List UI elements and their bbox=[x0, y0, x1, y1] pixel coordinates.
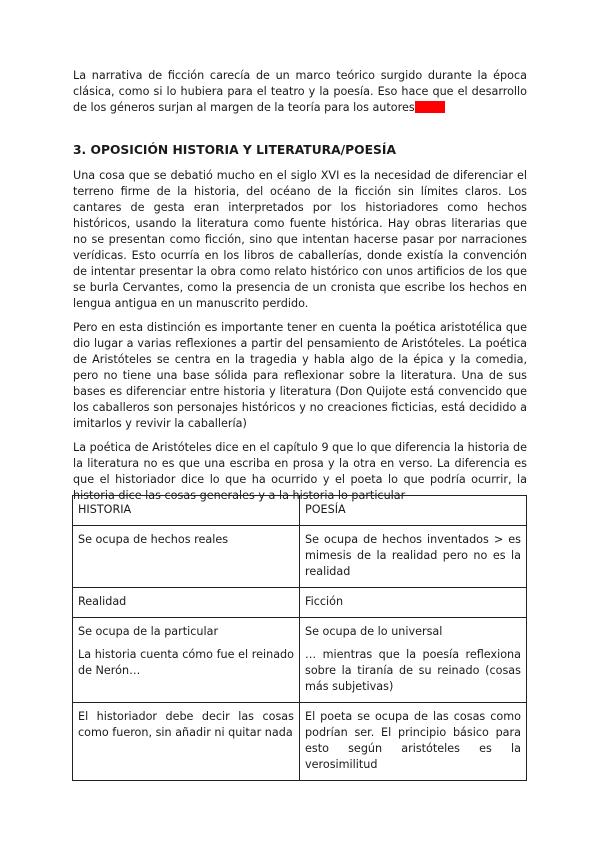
table-header-row bbox=[73, 496, 527, 526]
comparison-table bbox=[72, 495, 527, 781]
table-cell: Realidad bbox=[73, 588, 300, 618]
table-row bbox=[73, 526, 527, 588]
table-cell: El historiador debe decir las cosas como fueron, sin añadir ni quitar nada bbox=[73, 703, 300, 781]
cell-subtext: La historia cuenta cómo fue el reinado de Nerón… bbox=[78, 648, 294, 677]
intro-paragraph bbox=[73, 68, 527, 116]
table-row bbox=[73, 588, 527, 618]
cell-text: Se ocupa de lo universal bbox=[305, 625, 443, 638]
cell-subtext: … mientras que la poesía reflexiona sobre la tiranía de su reinado (cosas más subjetivas) bbox=[305, 648, 521, 693]
cell-text: Se ocupa de la particular bbox=[78, 625, 219, 638]
intro-text: La narrativa de ficción carecía de un marco teórico surgido durante la época clásica, como si lo hubiera para el teatro y la poesía. Eso hace que el desarrollo de los géneros surjan al margen de la teoría para los autores bbox=[73, 69, 527, 114]
body-paragraph-3: La poética de Aristóteles dice en el capítulo 9 que lo que diferencia la historia de la literatura no es que una escriba en prosa y la otra en verso. La diferencia es que el historiador dice lo que ha ocurrido y el poeta lo que podría ocurrir, la historia dice las cosas generales y a la historia lo particular bbox=[73, 441, 527, 502]
body-paragraph-2: Pero en esta distinción es importante tener en cuenta la poética aristotélica que dio lugar a varias reflexiones a partir del pensamiento de Aristóteles. La poética de Aristóteles se centra en la tragedia y habla algo de la épica y la comedia, pero no tiene una base sólida para reflexionar sobre la literatura. Una de sus bases es diferenciar entre historia y literatura (Don Quijote está convencido que los caballeros son personajes históricos y no creaciones ficticias, está decidido a imitarlos y revivir la caballería) bbox=[73, 321, 527, 430]
redacted-highlight bbox=[415, 101, 445, 113]
table-cell: Se ocupa de hechos reales bbox=[73, 526, 300, 588]
header-historia: HISTORIA bbox=[73, 496, 300, 526]
table-cell: Ficción bbox=[300, 588, 527, 618]
table-cell bbox=[300, 618, 527, 703]
table-row bbox=[73, 618, 527, 703]
section-heading: 3. OPOSICIÓN HISTORIA Y LITERATURA/POESÍA bbox=[73, 143, 396, 157]
header-poesia: POESÍA bbox=[300, 496, 527, 526]
body-paragraph-1: Una cosa que se debatió mucho en el siglo XVI es la necesidad de diferenciar el terreno firme de la historia, del océano de la ficción sin límites claros. Los cantares de gesta eran interpretados por los historiadores como hechos históricos, usando la literatura como fuente histórica. Hay obras literarias que no se presentan como ficción, sino que intentan hacerse pasar por narraciones verídicas. Esto ocurría en los libros de caballerías, donde existía la convención de intentar presentar la obra como relato histórico con unos artificios de los que se burla Cervantes, como la presencia de un cronista que escribe los hechos en lengua antigua en un manuscrito perdido. bbox=[73, 169, 527, 310]
table-row bbox=[73, 703, 527, 781]
table-cell: El poeta se ocupa de las cosas como podrían ser. El principio básico para esto según aristóteles es la verosimilitud bbox=[300, 703, 527, 781]
table-cell: Se ocupa de hechos inventados > es mimesis de la realidad pero no es la realidad bbox=[300, 526, 527, 588]
table-cell bbox=[73, 618, 300, 703]
document-page bbox=[73, 68, 527, 512]
